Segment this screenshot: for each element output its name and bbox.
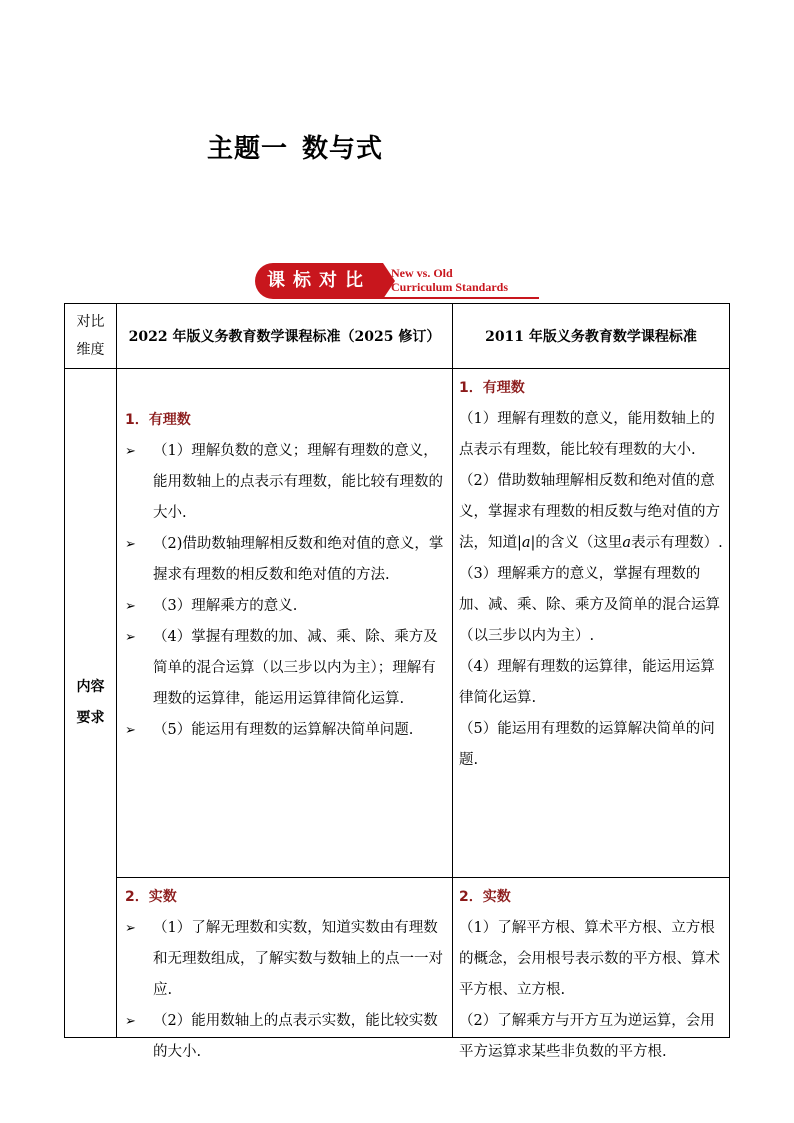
variable-a: a	[622, 535, 632, 551]
list-item: ➢ （1）了解无理数和实数，知道实数由有理数和无理数组成，了解实数与数轴上的点一一对应.	[125, 913, 446, 1006]
section-heading: 1．有理数	[459, 380, 525, 396]
header-dimension-line2: 维度	[76, 342, 105, 358]
old-rational-numbers-cell	[453, 369, 730, 878]
title-part2: 数与式	[302, 134, 384, 164]
table-row	[65, 369, 730, 878]
arrow-bullet-icon: ➢	[125, 537, 136, 552]
table-row	[65, 878, 730, 1038]
header-new-standard: 2022 年版义务教育数学课程标准（2025 修订）	[117, 304, 453, 369]
arrow-bullet-icon: ➢	[125, 630, 136, 645]
paragraph: （2）借助数轴理解相反数和绝对值的意义，掌握求有理数的相反数与绝对值的方法，知道|a|的含义（这里a表示有理数）.	[459, 473, 723, 551]
banner-underline	[383, 297, 539, 299]
list-item: ➢ （4）掌握有理数的加、减、乘、除、乘方及简单的混合运算（以三步以内为主）；理解有理数的运算律，能运用运算律简化运算.	[125, 622, 446, 715]
page-title	[207, 128, 383, 165]
arrow-bullet-icon: ➢	[125, 921, 136, 936]
arrow-bullet-icon: ➢	[125, 444, 136, 459]
new-rational-numbers-cell	[117, 369, 453, 878]
header-old-standard: 2011 年版义务教育数学课程标准	[453, 304, 730, 369]
banner-en-label	[391, 266, 508, 294]
row-label-line1: 内容	[76, 679, 105, 695]
section-heading: 2．实数	[459, 889, 511, 905]
paragraph: （1）理解有理数的意义，能用数轴上的点表示有理数，能比较有理数的大小.	[459, 411, 715, 458]
section-heading: 1．有理数	[125, 412, 191, 428]
arrow-bullet-icon: ➢	[125, 599, 136, 614]
new-real-numbers-cell	[117, 878, 453, 1060]
list-item: ➢ （2）能用数轴上的点表示实数，能比较实数的大小.	[125, 1006, 446, 1068]
list-item: ➢ （2)借助数轴理解相反数和绝对值的意义，掌握求有理数的相反数和绝对值的方法.	[125, 529, 446, 591]
header-dimension	[65, 304, 117, 369]
list-item: ➢ （3）理解乘方的意义.	[125, 591, 446, 622]
paragraph: （3）理解乘方的意义，掌握有理数的加、减、乘、除、乘方及简单的混合运算（以三步以内为主）.	[459, 566, 720, 644]
list-item: ➢ （5）能运用有理数的运算解决简单问题.	[125, 715, 446, 746]
header-dimension-line1: 对比	[76, 314, 105, 330]
banner-cn-label: 课标对比	[255, 263, 383, 299]
paragraph: （4）理解有理数的运算律，能运用运算律简化运算.	[459, 659, 715, 706]
old-real-numbers-cell	[453, 878, 730, 1060]
paragraph: （2）了解乘方与开方互为逆运算，会用平方运算求某些非负数的平方根.	[459, 1013, 715, 1060]
list-item: ➢ （1）理解负数的意义；理解有理数的意义，能用数轴上的点表示有理数，能比较有理数的大小.	[125, 436, 446, 529]
row-label-content-requirements	[65, 369, 117, 1038]
section-banner	[255, 263, 545, 299]
table-header-row	[65, 304, 730, 369]
banner-en-line1: New vs. Old	[391, 266, 453, 280]
arrow-bullet-icon: ➢	[125, 723, 136, 738]
arrow-bullet-icon: ➢	[125, 1014, 136, 1029]
banner-en-line2: Curriculum Standards	[391, 280, 509, 294]
paragraph: （5）能运用有理数的运算解决简单的问题.	[459, 721, 715, 768]
abs-value-notation: |a|	[517, 535, 536, 551]
comparison-table	[64, 303, 730, 1060]
title-part1: 主题一	[207, 134, 289, 164]
section-heading: 2．实数	[125, 889, 177, 905]
paragraph: （1）了解平方根、算术平方根、立方根的概念，会用根号表示数的平方根、算术平方根、立方根.	[459, 920, 720, 998]
row-label-line2: 要求	[76, 710, 105, 726]
